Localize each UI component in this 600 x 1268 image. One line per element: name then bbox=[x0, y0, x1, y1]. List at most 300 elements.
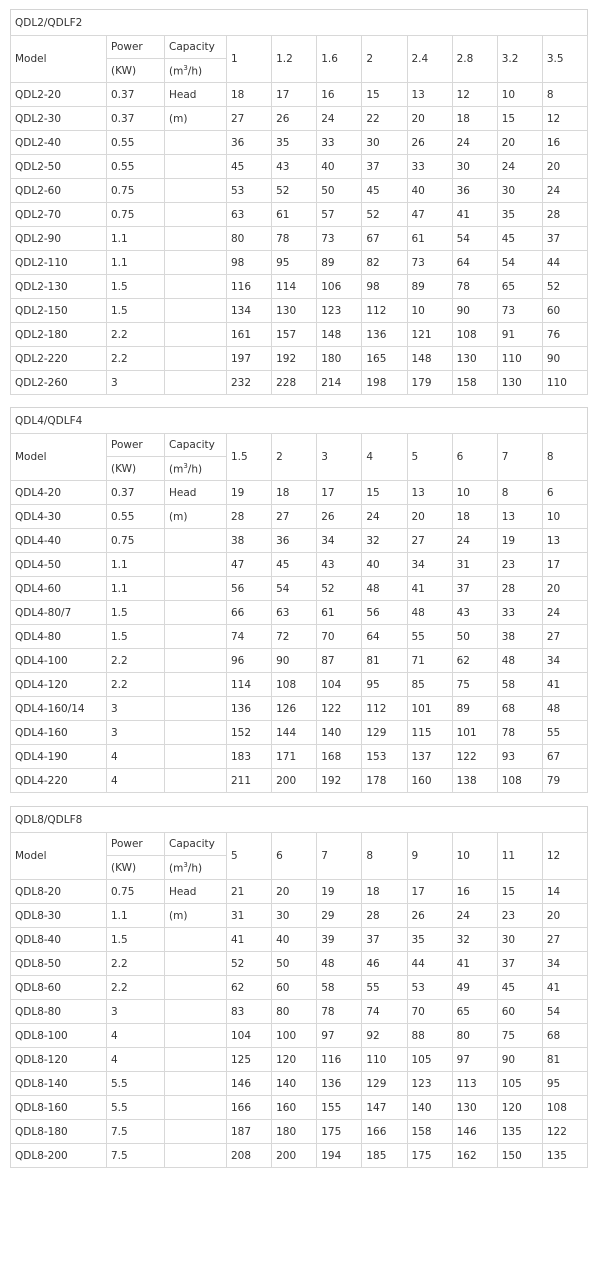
head-value-cell: 140 bbox=[317, 721, 362, 745]
head-value-cell: 136 bbox=[227, 697, 272, 721]
head-value-cell: 161 bbox=[227, 323, 272, 347]
head-value-cell: 55 bbox=[542, 721, 587, 745]
head-value-cell: 36 bbox=[272, 529, 317, 553]
model-cell: QDL2-110 bbox=[11, 251, 107, 275]
power-cell: 5.5 bbox=[107, 1072, 165, 1096]
spec-table bbox=[10, 433, 588, 793]
head-value-cell: 108 bbox=[542, 1096, 587, 1120]
spec-table-body bbox=[11, 833, 588, 1168]
head-value-cell: 75 bbox=[452, 673, 497, 697]
head-value-cell: 30 bbox=[452, 155, 497, 179]
head-value-cell: 100 bbox=[272, 1024, 317, 1048]
head-value-cell: 120 bbox=[272, 1048, 317, 1072]
capacity-unit bbox=[165, 59, 227, 83]
head-value-cell: 134 bbox=[227, 299, 272, 323]
head-value-cell: 60 bbox=[497, 1000, 542, 1024]
head-value-cell: 19 bbox=[497, 529, 542, 553]
model-cell: QDL8-140 bbox=[11, 1072, 107, 1096]
head-value-cell: 61 bbox=[272, 203, 317, 227]
model-cell: QDL4-190 bbox=[11, 745, 107, 769]
capacity-value: 5 bbox=[227, 833, 272, 880]
head-value-cell: 17 bbox=[407, 880, 452, 904]
head-value-cell: 31 bbox=[452, 553, 497, 577]
head-value-cell: 95 bbox=[272, 251, 317, 275]
head-value-cell: 75 bbox=[497, 1024, 542, 1048]
model-cell: QDL4-100 bbox=[11, 649, 107, 673]
head-value-cell: 130 bbox=[452, 347, 497, 371]
table-row bbox=[11, 1096, 588, 1120]
head-value-cell: 101 bbox=[407, 697, 452, 721]
head-value-cell: 18 bbox=[272, 481, 317, 505]
model-header: Model bbox=[11, 36, 107, 83]
model-header: Model bbox=[11, 833, 107, 880]
power-cell: 1.5 bbox=[107, 928, 165, 952]
head-value-cell: 60 bbox=[272, 976, 317, 1000]
head-value-cell: 14 bbox=[542, 880, 587, 904]
head-value-cell: 81 bbox=[542, 1048, 587, 1072]
head-value-cell: 60 bbox=[542, 299, 587, 323]
head-value-cell: 18 bbox=[227, 83, 272, 107]
pump-spec-document bbox=[10, 9, 588, 1168]
head-value-cell: 47 bbox=[407, 203, 452, 227]
head-value-cell: 79 bbox=[542, 769, 587, 793]
head-value-cell: 24 bbox=[542, 601, 587, 625]
head-value-cell: 57 bbox=[317, 203, 362, 227]
capacity-value: 7 bbox=[497, 434, 542, 481]
model-cell: QDL8-80 bbox=[11, 1000, 107, 1024]
head-value-cell: 20 bbox=[542, 155, 587, 179]
head-value-cell: 44 bbox=[542, 251, 587, 275]
head-value-cell: 108 bbox=[497, 769, 542, 793]
head-value-cell: 12 bbox=[452, 83, 497, 107]
head-value-cell: 30 bbox=[362, 131, 407, 155]
head-value-cell: 95 bbox=[362, 673, 407, 697]
head-value-cell: 122 bbox=[317, 697, 362, 721]
head-value-cell: 165 bbox=[362, 347, 407, 371]
head-value-cell: 121 bbox=[407, 323, 452, 347]
table-row bbox=[11, 481, 588, 505]
head-value-cell: 106 bbox=[317, 275, 362, 299]
head-value-cell: 228 bbox=[272, 371, 317, 395]
capacity-unit-post: /h) bbox=[187, 65, 203, 78]
head-value-cell: 183 bbox=[227, 745, 272, 769]
power-cell: 7.5 bbox=[107, 1144, 165, 1168]
spec-section-qdl2 bbox=[10, 9, 588, 395]
head-value-cell: 34 bbox=[317, 529, 362, 553]
head-value-cell: 63 bbox=[227, 203, 272, 227]
capacity-unit-post: /h) bbox=[187, 862, 203, 875]
table-row bbox=[11, 299, 588, 323]
head-value-cell: 24 bbox=[317, 107, 362, 131]
table-row bbox=[11, 347, 588, 371]
head-value-cell: 166 bbox=[227, 1096, 272, 1120]
spec-table bbox=[10, 832, 588, 1168]
spec-section-qdl4 bbox=[10, 407, 588, 793]
model-cell: QDL2-30 bbox=[11, 107, 107, 131]
capacity-value: 3 bbox=[317, 434, 362, 481]
table-row bbox=[11, 1120, 588, 1144]
head-value-cell: 114 bbox=[272, 275, 317, 299]
head-value-cell: 87 bbox=[317, 649, 362, 673]
head-unit: (m) bbox=[165, 904, 227, 928]
head-value-cell: 104 bbox=[317, 673, 362, 697]
power-cell: 1.1 bbox=[107, 251, 165, 275]
head-value-cell: 20 bbox=[407, 107, 452, 131]
spec-section-qdl8 bbox=[10, 806, 588, 1168]
head-value-cell: 49 bbox=[452, 976, 497, 1000]
head-value-cell: 112 bbox=[362, 697, 407, 721]
head-value-cell: 27 bbox=[542, 928, 587, 952]
capacity-unit-sup: 3 bbox=[183, 860, 188, 869]
head-value-cell: 136 bbox=[362, 323, 407, 347]
head-value-cell: 41 bbox=[542, 976, 587, 1000]
capacity-value: 7 bbox=[317, 833, 362, 880]
head-value-cell: 48 bbox=[407, 601, 452, 625]
head-value-cell: 90 bbox=[272, 649, 317, 673]
header-row-top bbox=[11, 36, 588, 59]
capacity-value: 8 bbox=[542, 434, 587, 481]
table-row bbox=[11, 697, 588, 721]
power-cell: 1.1 bbox=[107, 577, 165, 601]
head-value-cell: 24 bbox=[497, 155, 542, 179]
power-cell: 2.2 bbox=[107, 976, 165, 1000]
head-value-cell: 16 bbox=[317, 83, 362, 107]
head-value-cell: 26 bbox=[407, 904, 452, 928]
head-value-cell: 136 bbox=[317, 1072, 362, 1096]
head-value-cell: 34 bbox=[407, 553, 452, 577]
table-row bbox=[11, 505, 588, 529]
head-value-cell: 65 bbox=[497, 275, 542, 299]
head-value-cell: 10 bbox=[407, 299, 452, 323]
head-value-cell: 15 bbox=[362, 83, 407, 107]
head-value-cell: 78 bbox=[452, 275, 497, 299]
head-value-cell: 13 bbox=[407, 481, 452, 505]
table-row bbox=[11, 745, 588, 769]
model-cell: QDL2-130 bbox=[11, 275, 107, 299]
head-value-cell: 130 bbox=[272, 299, 317, 323]
head-value-cell: 123 bbox=[317, 299, 362, 323]
head-value-cell: 45 bbox=[227, 155, 272, 179]
table-row bbox=[11, 227, 588, 251]
head-value-cell: 52 bbox=[272, 179, 317, 203]
power-cell: 3 bbox=[107, 371, 165, 395]
head-value-cell: 98 bbox=[362, 275, 407, 299]
head-value-cell: 135 bbox=[497, 1120, 542, 1144]
capacity-cell bbox=[165, 371, 227, 395]
model-cell: QDL2-150 bbox=[11, 299, 107, 323]
capacity-value: 4 bbox=[362, 434, 407, 481]
head-value-cell: 114 bbox=[227, 673, 272, 697]
head-value-cell: 27 bbox=[542, 625, 587, 649]
model-cell: QDL4-80/7 bbox=[11, 601, 107, 625]
table-row bbox=[11, 1024, 588, 1048]
head-value-cell: 120 bbox=[497, 1096, 542, 1120]
power-cell: 1.5 bbox=[107, 275, 165, 299]
power-cell: 0.55 bbox=[107, 505, 165, 529]
head-value-cell: 20 bbox=[407, 505, 452, 529]
head-value-cell: 41 bbox=[227, 928, 272, 952]
power-unit: (KW) bbox=[107, 856, 165, 880]
head-value-cell: 43 bbox=[317, 553, 362, 577]
head-value-cell: 17 bbox=[272, 83, 317, 107]
head-value-cell: 18 bbox=[452, 107, 497, 131]
head-value-cell: 74 bbox=[362, 1000, 407, 1024]
head-value-cell: 28 bbox=[497, 577, 542, 601]
head-value-cell: 180 bbox=[317, 347, 362, 371]
model-cell: QDL8-20 bbox=[11, 880, 107, 904]
head-value-cell: 197 bbox=[227, 347, 272, 371]
power-header: Power bbox=[107, 833, 165, 856]
head-value-cell: 78 bbox=[317, 1000, 362, 1024]
head-value-cell: 21 bbox=[227, 880, 272, 904]
power-cell: 1.5 bbox=[107, 299, 165, 323]
capacity-unit-pre: (m bbox=[169, 862, 184, 875]
power-cell: 3 bbox=[107, 697, 165, 721]
head-value-cell: 35 bbox=[272, 131, 317, 155]
power-cell: 1.5 bbox=[107, 601, 165, 625]
head-value-cell: 50 bbox=[272, 952, 317, 976]
head-value-cell: 162 bbox=[452, 1144, 497, 1168]
head-value-cell: 38 bbox=[497, 625, 542, 649]
power-cell: 0.75 bbox=[107, 880, 165, 904]
head-value-cell: 125 bbox=[227, 1048, 272, 1072]
power-cell: 0.55 bbox=[107, 155, 165, 179]
head-value-cell: 61 bbox=[407, 227, 452, 251]
capacity-cell bbox=[165, 1048, 227, 1072]
power-unit: (KW) bbox=[107, 59, 165, 83]
capacity-cell bbox=[165, 601, 227, 625]
model-cell: QDL8-120 bbox=[11, 1048, 107, 1072]
power-cell: 0.75 bbox=[107, 179, 165, 203]
head-value-cell: 20 bbox=[542, 577, 587, 601]
table-row bbox=[11, 323, 588, 347]
head-value-cell: 158 bbox=[407, 1120, 452, 1144]
head-value-cell: 48 bbox=[317, 952, 362, 976]
power-cell: 1.1 bbox=[107, 904, 165, 928]
head-value-cell: 89 bbox=[317, 251, 362, 275]
head-value-cell: 96 bbox=[227, 649, 272, 673]
head-value-cell: 10 bbox=[452, 481, 497, 505]
capacity-cell bbox=[165, 275, 227, 299]
capacity-value: 11 bbox=[497, 833, 542, 880]
head-value-cell: 17 bbox=[317, 481, 362, 505]
capacity-cell bbox=[165, 952, 227, 976]
capacity-value: 9 bbox=[407, 833, 452, 880]
head-value-cell: 15 bbox=[362, 481, 407, 505]
capacity-value: 10 bbox=[452, 833, 497, 880]
power-cell: 2.2 bbox=[107, 952, 165, 976]
table-row bbox=[11, 131, 588, 155]
head-unit: (m) bbox=[165, 505, 227, 529]
head-value-cell: 130 bbox=[452, 1096, 497, 1120]
table-row bbox=[11, 904, 588, 928]
head-value-cell: 24 bbox=[452, 904, 497, 928]
head-value-cell: 50 bbox=[452, 625, 497, 649]
power-cell: 0.75 bbox=[107, 529, 165, 553]
head-value-cell: 92 bbox=[362, 1024, 407, 1048]
head-value-cell: 48 bbox=[362, 577, 407, 601]
spec-table-body bbox=[11, 434, 588, 793]
head-value-cell: 122 bbox=[452, 745, 497, 769]
head-value-cell: 104 bbox=[227, 1024, 272, 1048]
head-value-cell: 152 bbox=[227, 721, 272, 745]
capacity-cell bbox=[165, 928, 227, 952]
capacity-cell bbox=[165, 1096, 227, 1120]
head-value-cell: 70 bbox=[317, 625, 362, 649]
head-value-cell: 63 bbox=[272, 601, 317, 625]
head-value-cell: 83 bbox=[227, 1000, 272, 1024]
head-value-cell: 110 bbox=[497, 347, 542, 371]
head-value-cell: 41 bbox=[407, 577, 452, 601]
model-cell: QDL2-260 bbox=[11, 371, 107, 395]
table-row bbox=[11, 721, 588, 745]
head-value-cell: 10 bbox=[497, 83, 542, 107]
table-row bbox=[11, 625, 588, 649]
head-value-cell: 76 bbox=[542, 323, 587, 347]
head-value-cell: 200 bbox=[272, 769, 317, 793]
head-value-cell: 147 bbox=[362, 1096, 407, 1120]
head-value-cell: 137 bbox=[407, 745, 452, 769]
head-value-cell: 27 bbox=[407, 529, 452, 553]
capacity-value: 12 bbox=[542, 833, 587, 880]
table-row bbox=[11, 203, 588, 227]
table-row bbox=[11, 155, 588, 179]
capacity-cell bbox=[165, 1144, 227, 1168]
power-cell: 4 bbox=[107, 745, 165, 769]
model-header: Model bbox=[11, 434, 107, 481]
head-value-cell: 81 bbox=[362, 649, 407, 673]
head-value-cell: 30 bbox=[272, 904, 317, 928]
head-value-cell: 179 bbox=[407, 371, 452, 395]
head-value-cell: 158 bbox=[452, 371, 497, 395]
model-cell: QDL2-70 bbox=[11, 203, 107, 227]
head-value-cell: 82 bbox=[362, 251, 407, 275]
head-label: Head bbox=[165, 481, 227, 505]
power-cell: 0.37 bbox=[107, 481, 165, 505]
head-value-cell: 52 bbox=[317, 577, 362, 601]
head-value-cell: 129 bbox=[362, 1072, 407, 1096]
model-cell: QDL4-160 bbox=[11, 721, 107, 745]
capacity-value: 2 bbox=[362, 36, 407, 83]
head-value-cell: 211 bbox=[227, 769, 272, 793]
head-value-cell: 29 bbox=[317, 904, 362, 928]
head-value-cell: 35 bbox=[407, 928, 452, 952]
head-value-cell: 50 bbox=[317, 179, 362, 203]
head-value-cell: 30 bbox=[497, 179, 542, 203]
head-value-cell: 40 bbox=[317, 155, 362, 179]
table-row bbox=[11, 1000, 588, 1024]
model-cell: QDL8-50 bbox=[11, 952, 107, 976]
head-value-cell: 73 bbox=[497, 299, 542, 323]
power-cell: 0.55 bbox=[107, 131, 165, 155]
header-row-top bbox=[11, 833, 588, 856]
capacity-value: 6 bbox=[272, 833, 317, 880]
head-value-cell: 67 bbox=[362, 227, 407, 251]
power-cell: 0.37 bbox=[107, 83, 165, 107]
head-value-cell: 23 bbox=[497, 553, 542, 577]
power-cell: 4 bbox=[107, 1048, 165, 1072]
head-value-cell: 20 bbox=[272, 880, 317, 904]
head-value-cell: 33 bbox=[317, 131, 362, 155]
head-value-cell: 135 bbox=[542, 1144, 587, 1168]
head-value-cell: 26 bbox=[317, 505, 362, 529]
head-value-cell: 91 bbox=[497, 323, 542, 347]
head-value-cell: 185 bbox=[362, 1144, 407, 1168]
head-value-cell: 47 bbox=[227, 553, 272, 577]
head-value-cell: 52 bbox=[227, 952, 272, 976]
head-value-cell: 16 bbox=[542, 131, 587, 155]
head-value-cell: 126 bbox=[272, 697, 317, 721]
head-value-cell: 148 bbox=[317, 323, 362, 347]
head-value-cell: 54 bbox=[452, 227, 497, 251]
capacity-value: 2.4 bbox=[407, 36, 452, 83]
power-cell: 1.5 bbox=[107, 625, 165, 649]
head-value-cell: 200 bbox=[272, 1144, 317, 1168]
head-value-cell: 68 bbox=[497, 697, 542, 721]
head-value-cell: 68 bbox=[542, 1024, 587, 1048]
spec-table-body bbox=[11, 36, 588, 395]
head-value-cell: 108 bbox=[272, 673, 317, 697]
table-row bbox=[11, 976, 588, 1000]
head-value-cell: 41 bbox=[542, 673, 587, 697]
capacity-cell bbox=[165, 131, 227, 155]
head-value-cell: 168 bbox=[317, 745, 362, 769]
head-value-cell: 27 bbox=[272, 505, 317, 529]
capacity-header: Capacity bbox=[165, 434, 227, 457]
head-value-cell: 19 bbox=[227, 481, 272, 505]
capacity-cell bbox=[165, 1072, 227, 1096]
head-value-cell: 58 bbox=[497, 673, 542, 697]
head-value-cell: 93 bbox=[497, 745, 542, 769]
table-row bbox=[11, 83, 588, 107]
head-value-cell: 20 bbox=[497, 131, 542, 155]
head-value-cell: 129 bbox=[362, 721, 407, 745]
head-value-cell: 34 bbox=[542, 952, 587, 976]
head-value-cell: 22 bbox=[362, 107, 407, 131]
head-value-cell: 113 bbox=[452, 1072, 497, 1096]
capacity-value: 1.2 bbox=[272, 36, 317, 83]
head-value-cell: 187 bbox=[227, 1120, 272, 1144]
head-value-cell: 74 bbox=[227, 625, 272, 649]
head-value-cell: 24 bbox=[452, 529, 497, 553]
head-value-cell: 27 bbox=[227, 107, 272, 131]
head-value-cell: 80 bbox=[227, 227, 272, 251]
head-value-cell: 45 bbox=[497, 976, 542, 1000]
model-cell: QDL2-20 bbox=[11, 83, 107, 107]
capacity-cell bbox=[165, 227, 227, 251]
model-cell: QDL4-220 bbox=[11, 769, 107, 793]
capacity-cell bbox=[165, 529, 227, 553]
head-value-cell: 28 bbox=[227, 505, 272, 529]
head-value-cell: 33 bbox=[407, 155, 452, 179]
head-value-cell: 58 bbox=[317, 976, 362, 1000]
head-value-cell: 67 bbox=[542, 745, 587, 769]
head-value-cell: 16 bbox=[452, 880, 497, 904]
head-value-cell: 90 bbox=[497, 1048, 542, 1072]
capacity-cell bbox=[165, 721, 227, 745]
head-value-cell: 48 bbox=[542, 697, 587, 721]
capacity-cell bbox=[165, 1024, 227, 1048]
head-value-cell: 55 bbox=[407, 625, 452, 649]
head-value-cell: 90 bbox=[452, 299, 497, 323]
model-cell: QDL2-50 bbox=[11, 155, 107, 179]
capacity-cell bbox=[165, 1000, 227, 1024]
head-value-cell: 35 bbox=[497, 203, 542, 227]
capacity-unit-pre: (m bbox=[169, 65, 184, 78]
table-row bbox=[11, 107, 588, 131]
table-row bbox=[11, 601, 588, 625]
model-cell: QDL4-60 bbox=[11, 577, 107, 601]
